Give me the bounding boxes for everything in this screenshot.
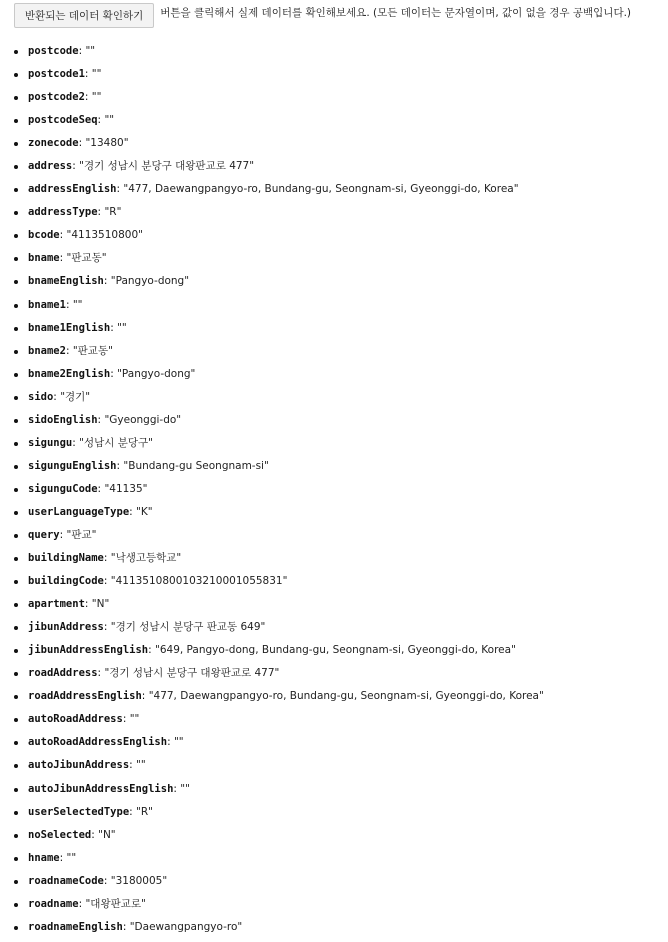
- field-key: roadname: [28, 897, 79, 910]
- field-value: "649, Pangyo-dong, Bundang-gu, Seongnam-si, Gyeonggi-do, Korea": [155, 644, 516, 657]
- field-separator: :: [72, 160, 80, 173]
- field-value: "N": [91, 598, 110, 611]
- field-key: autoRoadAddress: [28, 713, 123, 726]
- list-item: [0, 204, 668, 227]
- field-separator: :: [97, 667, 105, 680]
- field-separator: :: [59, 528, 67, 541]
- list-item: [0, 66, 668, 89]
- field-value: "4113510800103210001055831": [110, 575, 288, 588]
- field-key: zonecode: [28, 137, 79, 150]
- field-key: autoRoadAddressEnglish: [28, 736, 168, 749]
- list-item: [0, 43, 668, 66]
- list-item: [0, 665, 668, 688]
- field-value: "N": [98, 828, 116, 841]
- field-key: apartment: [28, 598, 85, 611]
- field-value: "Pangyo-dong": [110, 275, 190, 288]
- field-separator: :: [122, 713, 130, 726]
- list-item: [0, 619, 668, 642]
- list-item: [0, 343, 668, 366]
- field-key: sido: [28, 390, 54, 403]
- list-item: [0, 896, 668, 919]
- field-separator: :: [122, 920, 130, 933]
- field-key: query: [28, 528, 60, 541]
- field-key: roadAddress: [28, 667, 98, 680]
- field-separator: :: [59, 229, 67, 242]
- list-item: [0, 827, 668, 850]
- field-value: "": [72, 298, 83, 311]
- field-separator: :: [129, 505, 137, 518]
- field-key: roadnameCode: [28, 874, 104, 887]
- field-key: roadAddressEnglish: [28, 690, 142, 703]
- list-item: [0, 320, 668, 343]
- field-value: "41135": [104, 482, 148, 495]
- list-item: [0, 227, 668, 250]
- field-value: "경기": [60, 390, 91, 403]
- field-key: bnameEnglish: [28, 275, 104, 288]
- field-value: "경기 성남시 분당구 대왕판교로 477": [104, 667, 280, 680]
- field-key: userSelectedType: [28, 805, 130, 818]
- list-item: [0, 573, 668, 596]
- list-item: [0, 757, 668, 780]
- list-item: [0, 412, 668, 435]
- field-key: addressEnglish: [28, 183, 117, 196]
- field-value: "": [91, 68, 102, 81]
- list-item: [0, 89, 668, 112]
- field-key: sigunguEnglish: [28, 459, 117, 472]
- field-key: bname1: [28, 298, 66, 311]
- field-value: "R": [136, 805, 154, 818]
- field-separator: :: [97, 206, 105, 219]
- field-separator: :: [97, 413, 105, 426]
- field-key: bname2: [28, 344, 66, 357]
- toolbar: [0, 0, 668, 28]
- field-value: "": [129, 713, 140, 726]
- field-separator: :: [59, 851, 67, 864]
- list-item: [0, 642, 668, 665]
- field-separator: :: [116, 459, 124, 472]
- field-value: "Pangyo-dong": [117, 367, 196, 380]
- list-item: [0, 711, 668, 734]
- field-separator: :: [84, 91, 92, 104]
- list-item: [0, 504, 668, 527]
- list-item: [0, 112, 668, 135]
- field-key: jibunAddressEnglish: [28, 644, 149, 657]
- field-value: "": [66, 851, 77, 864]
- list-item: [0, 850, 668, 873]
- field-value: "경기 성남시 분당구 대왕판교로 477": [79, 160, 255, 173]
- list-item: [0, 250, 668, 273]
- field-separator: :: [65, 298, 73, 311]
- field-value: "Daewangpangyo-ro": [129, 920, 243, 933]
- field-separator: :: [97, 482, 105, 495]
- field-value: "Gyeonggi-do": [104, 413, 182, 426]
- field-value: "R": [104, 206, 122, 219]
- field-key: autoJibunAddress: [28, 759, 130, 772]
- field-key: userLanguageType: [28, 505, 130, 518]
- field-value: "성남시 분당구": [79, 436, 154, 449]
- field-value: "판교동": [72, 344, 113, 357]
- field-separator: :: [91, 828, 99, 841]
- result-list: [0, 43, 668, 942]
- hint-text: 버튼을 클릭해서 실제 데이터를 확인해보세요. (모든 데이터는 문자열이며, 값이 없을 경우 공백입니다.): [160, 6, 632, 19]
- list-item: [0, 804, 668, 827]
- field-key: sigungu: [28, 436, 73, 449]
- field-key: buildingCode: [28, 575, 104, 588]
- field-value: "": [173, 736, 184, 749]
- list-item: [0, 458, 668, 481]
- list-item: [0, 688, 668, 711]
- list-item: [0, 873, 668, 896]
- field-value: "판교": [66, 528, 97, 541]
- field-separator: :: [173, 782, 181, 795]
- field-key: bname: [28, 252, 60, 265]
- field-key: postcodeSeq: [28, 114, 98, 127]
- field-value: "": [180, 782, 190, 795]
- list-item: [0, 181, 668, 204]
- field-key: addressType: [28, 206, 98, 219]
- list-item: [0, 158, 668, 181]
- list-item: [0, 297, 668, 320]
- field-key: postcode1: [28, 68, 85, 81]
- list-item: [0, 481, 668, 504]
- field-value: "477, Daewangpangyo-ro, Bundang-gu, Seongnam-si, Gyeonggi-do, Korea": [148, 690, 544, 703]
- field-separator: :: [129, 759, 137, 772]
- list-item: [0, 919, 668, 942]
- list-item: [0, 273, 668, 296]
- field-separator: :: [97, 114, 105, 127]
- field-separator: :: [72, 436, 80, 449]
- field-key: sigunguCode: [28, 482, 98, 495]
- field-separator: :: [129, 805, 137, 818]
- list-item: [0, 734, 668, 757]
- field-separator: :: [103, 552, 111, 565]
- field-separator: :: [116, 183, 124, 196]
- list-item: [0, 781, 668, 804]
- field-separator: :: [103, 575, 111, 588]
- list-item: [0, 527, 668, 550]
- field-key: jibunAddress: [28, 621, 104, 634]
- field-value: "477, Daewangpangyo-ro, Bundang-gu, Seongnam-si, Gyeonggi-do, Korea": [123, 183, 519, 196]
- field-separator: :: [59, 252, 67, 265]
- field-value: "": [85, 45, 96, 57]
- field-key: address: [28, 160, 73, 173]
- field-separator: :: [84, 598, 92, 611]
- list-item: [0, 596, 668, 619]
- field-value: "": [136, 759, 146, 772]
- field-separator: :: [110, 321, 118, 334]
- field-value: "Bundang-gu Seongnam-si": [123, 459, 269, 472]
- field-value: "낙생고등학교": [110, 552, 182, 565]
- field-value: "": [104, 114, 115, 127]
- field-key: autoJibunAddressEnglish: [28, 782, 174, 795]
- field-value: "": [117, 321, 127, 334]
- field-value: "3180005": [110, 874, 168, 887]
- list-item: [0, 366, 668, 389]
- field-separator: :: [78, 897, 86, 910]
- field-key: bname2English: [28, 367, 111, 380]
- list-item: [0, 389, 668, 412]
- field-key: noSelected: [28, 828, 92, 841]
- field-separator: :: [148, 644, 155, 657]
- field-key: sidoEnglish: [28, 413, 98, 426]
- field-separator: :: [78, 45, 86, 57]
- field-separator: :: [167, 736, 174, 749]
- field-separator: :: [103, 621, 111, 634]
- field-key: bcode: [28, 229, 60, 242]
- field-value: "대왕판교로": [85, 897, 146, 910]
- field-value: "13480": [85, 137, 129, 150]
- field-key: postcode: [28, 45, 79, 57]
- field-separator: :: [103, 874, 111, 887]
- field-separator: :: [141, 690, 149, 703]
- list-item: [0, 135, 668, 158]
- field-value: "판교동": [66, 252, 107, 265]
- field-separator: :: [78, 137, 86, 150]
- field-key: buildingName: [28, 552, 104, 565]
- field-key: postcode2: [28, 91, 85, 104]
- field-value: "4113510800": [66, 229, 143, 242]
- field-key: bname1English: [28, 321, 111, 334]
- field-value: "K": [136, 505, 153, 518]
- field-separator: :: [65, 344, 73, 357]
- field-separator: :: [53, 390, 61, 403]
- field-separator: :: [84, 68, 92, 81]
- field-value: "": [91, 91, 102, 104]
- list-item: [0, 435, 668, 458]
- field-value: "경기 성남시 분당구 판교동 649": [110, 621, 266, 634]
- field-key: roadnameEnglish: [28, 920, 123, 933]
- field-key: hname: [28, 851, 60, 864]
- field-separator: :: [103, 275, 111, 288]
- field-separator: :: [110, 367, 118, 380]
- fetch-data-button[interactable]: 반환되는 데이터 확인하기: [14, 3, 154, 28]
- list-item: [0, 550, 668, 573]
